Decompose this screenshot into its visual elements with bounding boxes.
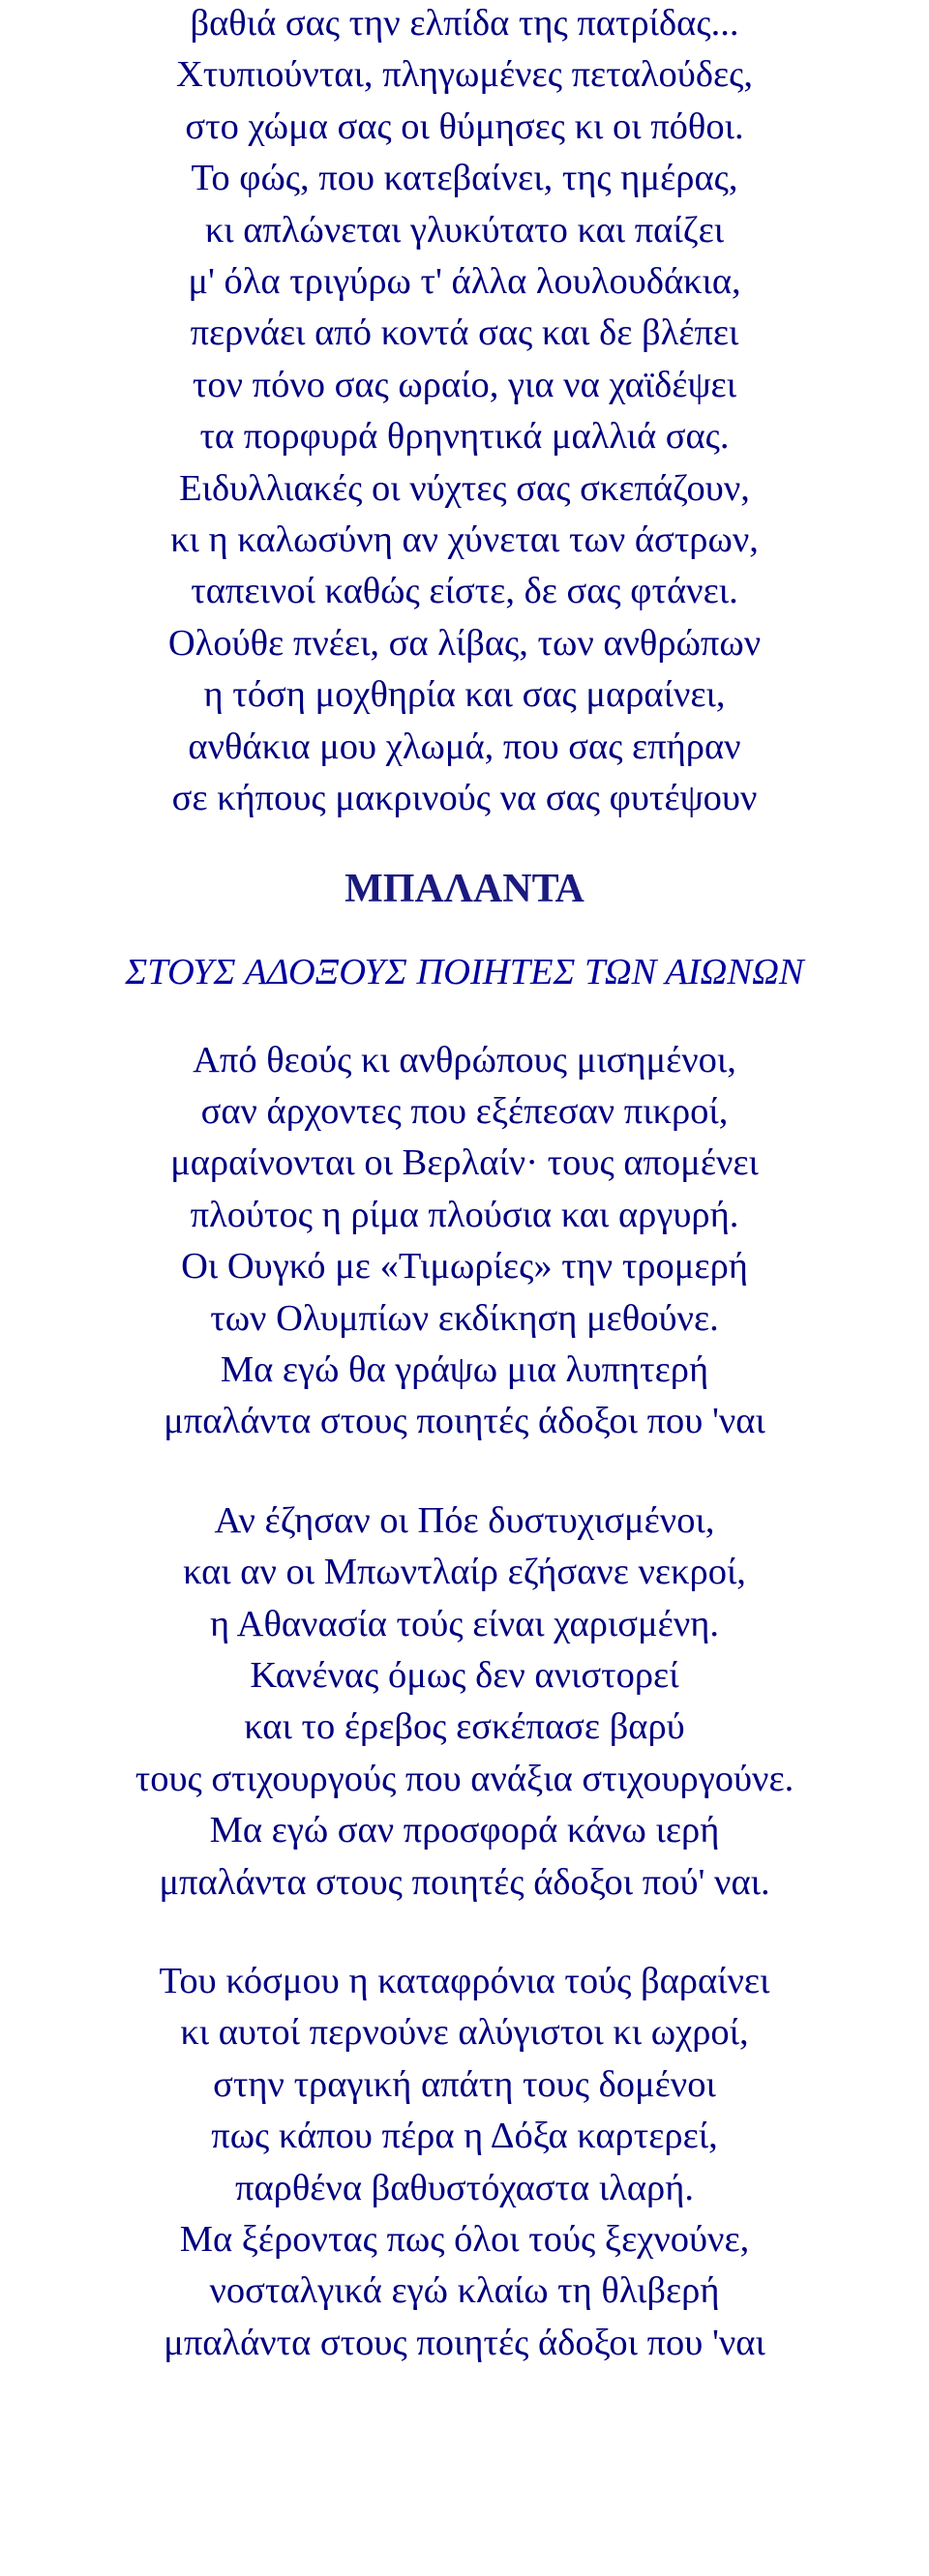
poem-line: πλούτος η ρίμα πλούσια και αργυρή. — [190, 1194, 739, 1235]
poem-line: η τόση μοχθηρία και σας μαραίνει, — [203, 674, 726, 716]
poem-line: τα πορφυρά θρηνητικά μαλλιά σας. — [199, 416, 730, 458]
poem-line: Ειδυλλιακές οι νύχτες σας σκεπάζουν, — [179, 467, 750, 509]
poem-line: Χτυπιούνται, πληγωμένες πεταλούδες, — [175, 54, 754, 96]
poem-line: κι αυτοί περνούνε αλύγιστοι κι ωχροί, — [180, 2012, 749, 2054]
poem-line: μπαλάντα στους ποιητές άδοξοι που 'ναι — [164, 2322, 765, 2363]
poem-line: μπαλάντα στους ποιητές άδοξοι πού' ναι. — [159, 1861, 770, 1903]
poem-line: η Αθανασία τούς είναι χαρισμένη. — [210, 1603, 719, 1644]
poem-line: στο χώμα σας οι θύμησες κι οι πόθοι. — [185, 105, 744, 147]
poem-line: κι απλώνεται γλυκύτατο και παίζει — [204, 209, 725, 251]
poem-line: Μα εγώ σαν προσφορά κάνω ιερή — [209, 1810, 720, 1851]
poem-line: Μα εγώ θα γράψω μια λυπητερή — [220, 1348, 709, 1390]
poem-line: μαραίνονται οι Βερλαίν· τους απομένει — [170, 1142, 759, 1184]
poem-line: των Ολυμπίων εκδίκηση μεθούνε. — [210, 1297, 719, 1339]
poem-line: και το έρεβος εσκέπασε βαρύ — [244, 1706, 685, 1748]
poem-line: Κανένας όμως δεν ανιστορεί — [250, 1654, 679, 1696]
poem-line: σαν άρχοντες που εξέπεσαν πικροί, — [200, 1090, 729, 1132]
poem-line: ταπεινοί καθώς είστε, δε σας φτάνει. — [191, 571, 738, 612]
poem-line: στην τραγική απάτη τους δομένοι — [213, 2063, 716, 2105]
stanza-3 — [0, 1495, 929, 1909]
poem-line: Ολούθε πνέει, σα λίβας, των ανθρώπων — [167, 622, 762, 664]
poem-line: Μα ξέροντας πως όλοι τούς ξεχνούνε, — [179, 2219, 750, 2261]
poem-line: μ' όλα τριγύρω τ' άλλα λουλουδάκια, — [188, 261, 741, 303]
poem-line: Το φώς, που κατεβαίνει, της ημέρας, — [191, 158, 738, 199]
poem-line: ανθάκια μου χλωμά, που σας επήραν — [188, 725, 741, 767]
poem-line: νοσταλγικά εγώ κλαίω τη θλιβερή — [209, 2270, 720, 2312]
poem-line: περνάει από κοντά σας και δε βλέπει — [190, 312, 739, 354]
poem-line: πως κάπου πέρα η Δόξα καρτερεί, — [211, 2116, 718, 2157]
poem-line: Αν έζησαν οι Πόε δυστυχισμένοι, — [214, 1499, 715, 1541]
stanza-4 — [0, 1956, 929, 2369]
poem-line: σε κήπους μακρινούς να σας φυτέψουν — [171, 778, 758, 819]
poem-subtitle: ΣΤΟΥΣ ΑΔΟΞΟΥΣ ΠΟΙΗΤΕΣ ΤΩΝ ΑΙΩΝΩΝ — [125, 951, 804, 992]
poem-title: ΜΠΑΛΑΝΤΑ — [345, 866, 584, 911]
poem-line: βαθιά σας την ελπίδα της πατρίδας... — [190, 3, 739, 44]
poem-line: Του κόσμου η καταφρόνια τούς βαραίνει — [159, 1961, 770, 2001]
poem-line: παρθένα βαθυστόχαστα ιλαρή. — [235, 2167, 694, 2208]
poem-line: μπαλάντα στους ποιητές άδοξοι που 'ναι — [164, 1401, 765, 1442]
poem-line: και αν οι Μπωντλαίρ εζήσανε νεκροί, — [183, 1552, 746, 1593]
poem-line: Από θεούς κι ανθρώπους μισημένοι, — [193, 1039, 736, 1081]
stanza-1 — [0, 0, 929, 825]
poem-line: τους στιχουργούς που ανάξια στιχουργούνε. — [135, 1758, 794, 1799]
stanza-2 — [0, 1035, 929, 1448]
poem-line: Οι Ουγκό με «Τιμωρίες» την τρομερή — [181, 1246, 748, 1288]
poem-line: τον πόνο σας ωραίο, για να χαϊδέψει — [192, 364, 737, 405]
poem-line: κι η καλωσύνη αν χύνεται των άστρων, — [170, 519, 759, 561]
